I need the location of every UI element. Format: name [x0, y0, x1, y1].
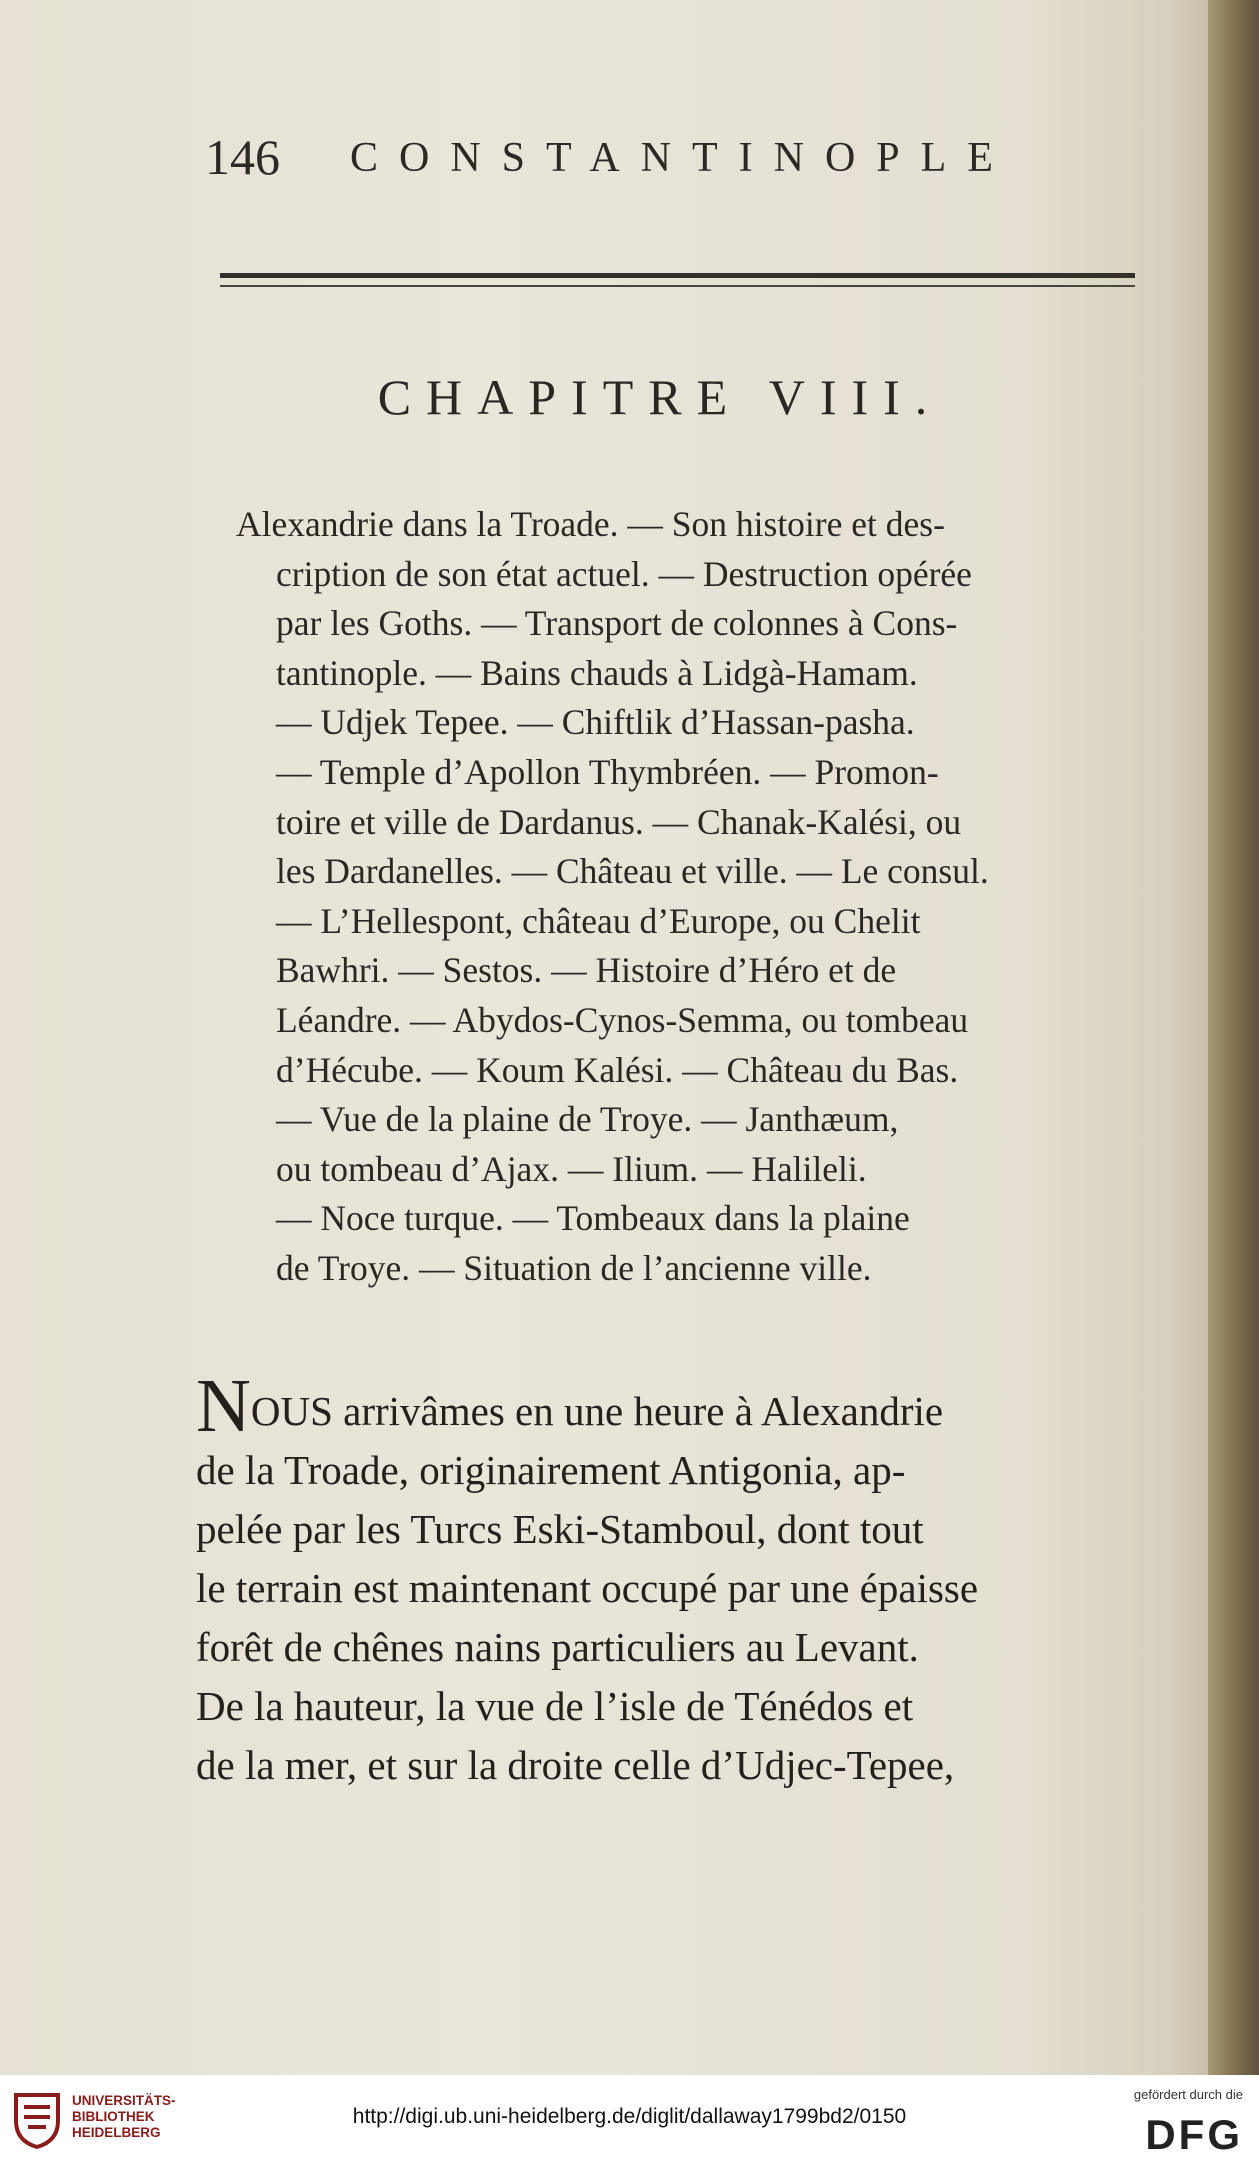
summary-line: — Udjek Tepee. — Chiftlik d’Hassan-pasha. [276, 702, 915, 743]
institution-line: HEIDELBERG [72, 2125, 161, 2140]
institution-line: UNIVERSITÄTS- [72, 2093, 176, 2108]
header-rule [220, 273, 1135, 278]
body-line: forêt de chênes nains particuliers au Levant. [196, 1624, 919, 1670]
chapter-title: CHAPITRE VIII. [377, 369, 943, 425]
page-number: 146 [205, 129, 280, 185]
body-line: de la mer, et sur la droite celle d’Udjec-Tepee, [196, 1742, 955, 1788]
summary-line: toire et ville de Dardanus. — Chanak-Kalési, ou [276, 801, 962, 842]
chapter-summary [236, 500, 1096, 1294]
summary-line: les Dardanelles. — Château et ville. — Le consul. [276, 851, 989, 892]
summary-line: Alexandrie dans la Troade. — Son histoire et des- [236, 504, 945, 544]
summary-line: ou tombeau d’Ajax. — Ilium. — Halileli. [276, 1148, 867, 1189]
drop-cap: N [196, 1364, 251, 1448]
body-line: de la Troade, originairement Antigonia, ap- [196, 1447, 906, 1493]
summary-line: Léandre. — Abydos-Cynos-Semma, ou tombeau [276, 999, 969, 1040]
running-title: CONSTANTINOPLE [350, 135, 1014, 181]
permalink-url[interactable]: http://digi.ub.uni-heidelberg.de/diglit/dallaway1799bd2/0150 [352, 2105, 907, 2128]
summary-line: de Troye. — Situation de l’ancienne ville. [276, 1247, 872, 1288]
running-head [205, 128, 1065, 188]
summary-line: Bawhri. — Sestos. — Histoire d’Héro et de [276, 950, 897, 991]
summary-line: tantinople. — Bains chauds à Lidgà-Hamam. [276, 652, 918, 693]
summary-line: — Temple d’Apollon Thymbréen. — Promon- [276, 751, 939, 792]
body-line: pelée par les Turcs Eski-Stamboul, dont tout [196, 1506, 924, 1552]
institution-line: BIBLIOTHEK [72, 2109, 155, 2124]
header-rule-thin [220, 285, 1135, 287]
body-text [196, 1364, 1136, 1795]
page-edge [1208, 0, 1259, 2075]
summary-line: — Vue de la plaine de Troye. — Janthæum, [276, 1099, 899, 1140]
summary-line: — Noce turque. — Tombeaux dans la plaine [276, 1198, 910, 1239]
summary-line: d’Hécube. — Koum Kalési. — Château du Bas. [276, 1049, 959, 1090]
summary-line: par les Goths. — Transport de colonnes à Cons- [276, 603, 958, 644]
body-line: De la hauteur, la vue de l’isle de Ténédos et [196, 1683, 914, 1729]
first-line-text: OUS arrivâmes en une heure à Alexandrie [250, 1388, 944, 1434]
funded-by-label: gefördert durch die [1133, 2087, 1243, 2102]
summary-line: — L’Hellespont, château d’Europe, ou Chelit [276, 900, 921, 941]
viewer-footer [0, 2075, 1259, 2164]
body-line [196, 1364, 1136, 1448]
summary-line: cription de son état actuel. — Destruction opérée [276, 553, 972, 594]
dfg-logo: DFG [1145, 2111, 1243, 2158]
body-line: le terrain est maintenant occupé par une épaisse [196, 1565, 979, 1611]
